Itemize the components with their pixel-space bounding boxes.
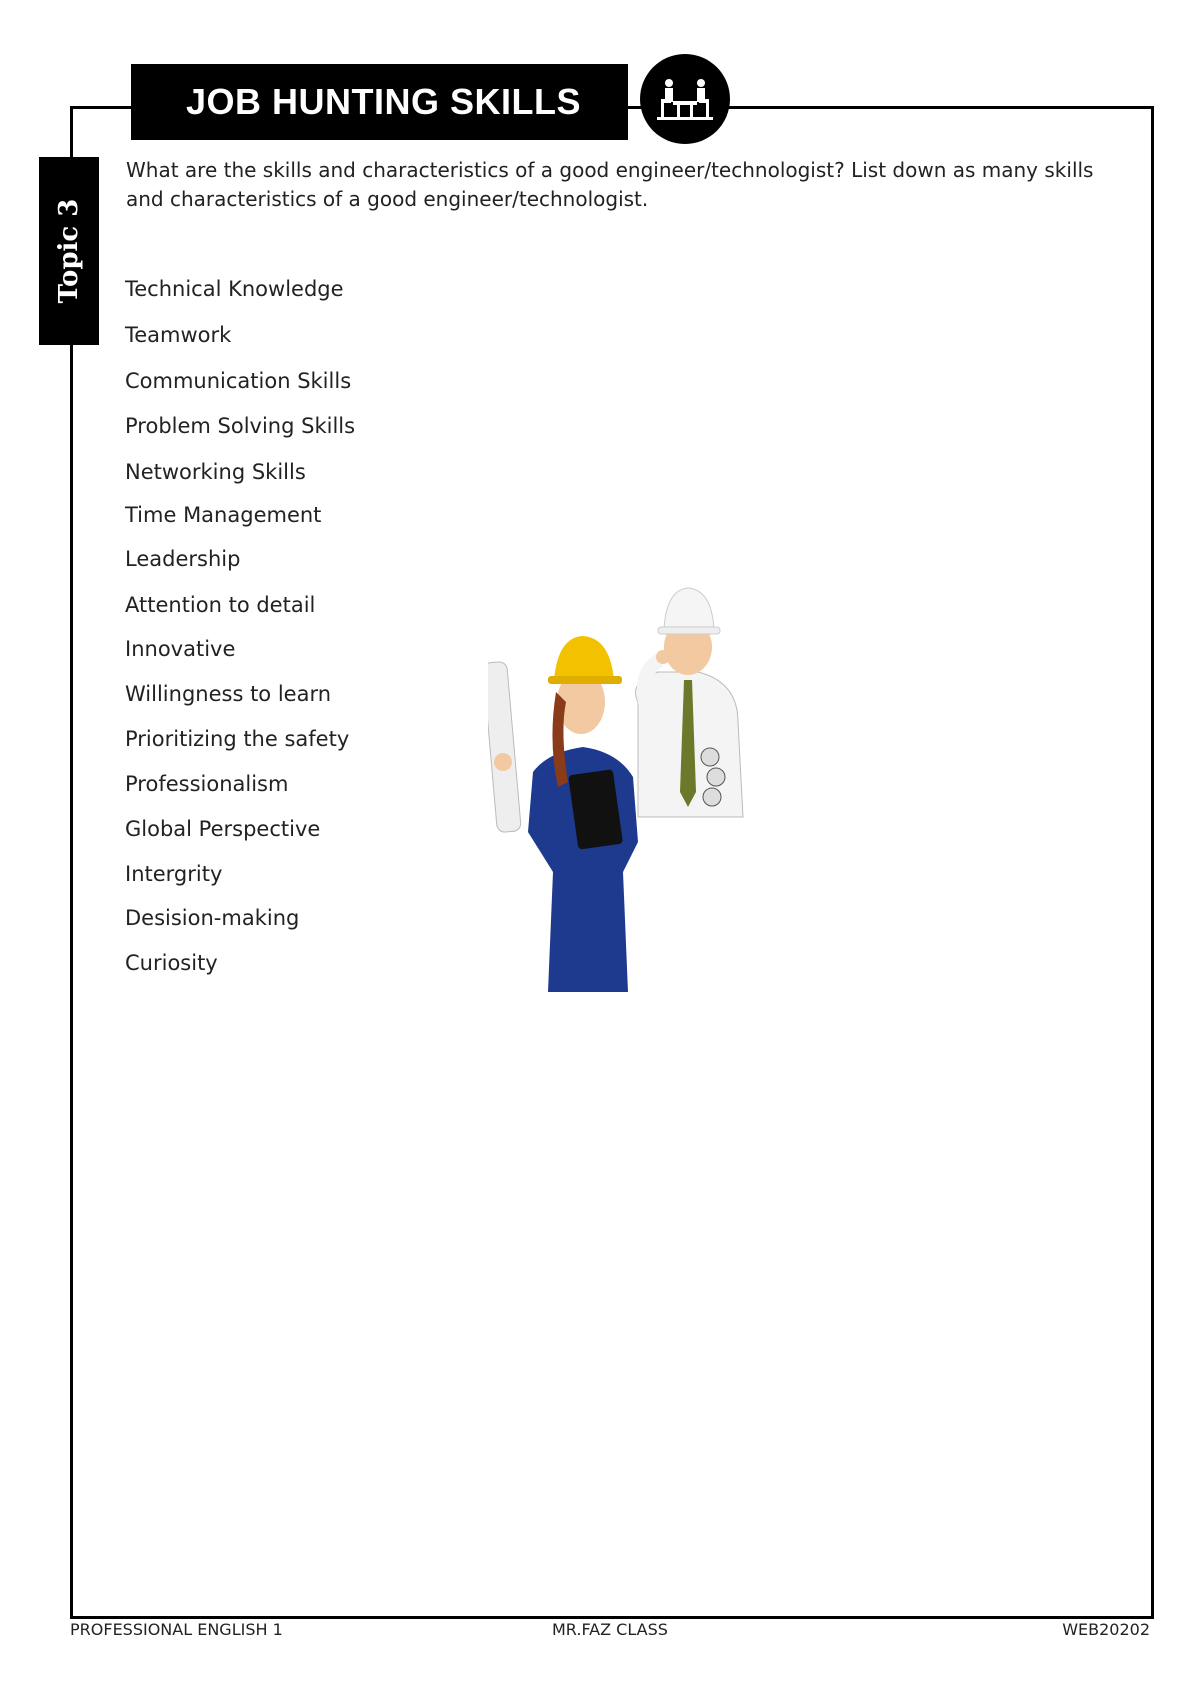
female-engineer-figure — [488, 636, 638, 992]
skill-item: Professionalism — [125, 772, 289, 796]
skill-item: Time Management — [125, 503, 322, 527]
question-text: What are the skills and characteristics of a good engineer/technologist? List down as many skills and characteristics of a good engineer/technologist. — [126, 158, 1094, 211]
topic-label: Topic 3 — [54, 198, 84, 304]
skill-item: Communication Skills — [125, 369, 352, 393]
topic-tab — [39, 157, 99, 345]
meeting-people-icon — [640, 54, 730, 144]
engineers-illustration — [488, 572, 768, 1000]
skill-item: Attention to detail — [125, 593, 316, 617]
skill-item: Innovative — [125, 637, 236, 661]
skill-item: Networking Skills — [125, 460, 306, 484]
male-engineer-figure — [636, 588, 744, 817]
page-title: JOB HUNTING SKILLS — [131, 64, 628, 140]
skill-item: Teamwork — [125, 323, 232, 347]
skill-item: Leadership — [125, 547, 241, 571]
skill-item: Global Perspective — [125, 817, 321, 841]
footer-course: PROFESSIONAL ENGLISH 1 — [70, 1620, 283, 1639]
skill-item: Prioritizing the safety — [125, 727, 350, 751]
skill-item: Curiosity — [125, 951, 218, 975]
skill-item: Intergrity — [125, 862, 223, 886]
skill-item: Desision-making — [125, 906, 300, 930]
skill-item: Technical Knowledge — [125, 277, 344, 301]
footer-code: WEB20202 — [1062, 1620, 1150, 1639]
skill-item: Problem Solving Skills — [125, 414, 356, 438]
skill-item: Willingness to learn — [125, 682, 332, 706]
footer-class: MR.FAZ CLASS — [552, 1620, 668, 1639]
